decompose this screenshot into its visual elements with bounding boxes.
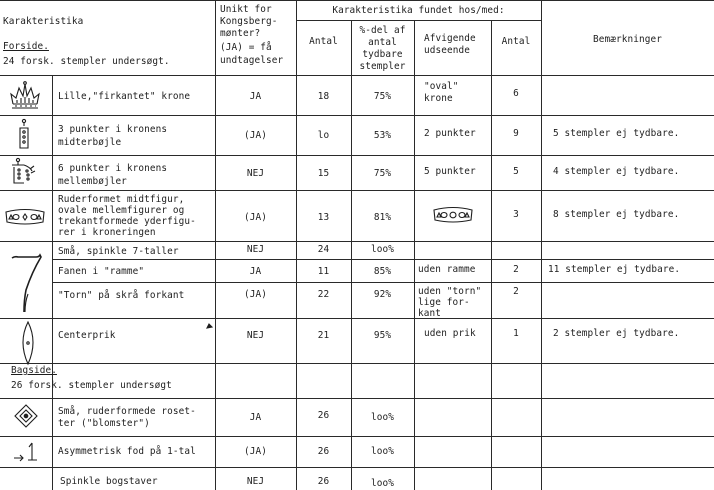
rule-col-remarks: [541, 0, 542, 490]
row-remark: 11 stempler ej tydbare.: [548, 264, 681, 275]
crown-band-icon: [4, 208, 46, 226]
row-desc: Lille,"firkantet" krone: [58, 91, 191, 102]
header-unique-line: Kongsberg-: [220, 16, 278, 27]
row-unique: JA: [249, 412, 262, 423]
row-remark: 5 stempler ej tydbare.: [553, 128, 680, 139]
row-desc: Ruderformet midtfigur,: [58, 194, 185, 205]
header-remarks: Bemærkninger: [593, 34, 662, 45]
header-count: Antal: [309, 36, 338, 47]
header-pct-line: tydbare: [362, 49, 403, 60]
rule-row-2: [0, 155, 714, 156]
row-pct: 75%: [373, 91, 392, 102]
row-deviation: lige for-: [418, 297, 470, 308]
row-deviation: "oval": [424, 81, 459, 92]
row-desc: ovale mellemfigurer og: [58, 205, 185, 216]
row-count: 11: [317, 266, 330, 277]
row-count: 22: [317, 289, 330, 300]
row-deviation: uden "torn": [418, 286, 482, 297]
rule-row-9: [0, 398, 714, 399]
row-count: 26: [317, 446, 330, 457]
rule-row-5: [52, 259, 714, 260]
rule-subheader: [296, 20, 541, 21]
row-count: 18: [317, 91, 330, 102]
rule-row-6: [52, 282, 714, 283]
row-deviation: uden ramme: [418, 264, 476, 275]
rule-row-4: [0, 241, 714, 242]
obverse-subtitle: 24 forsk. stempler undersøgt.: [3, 56, 170, 67]
row-count2: 6: [513, 88, 519, 99]
rule-row-7: [0, 318, 714, 319]
row-desc: Asymmetrisk fod på 1-tal: [58, 446, 196, 457]
header-found: Karakteristika fundet hos/med:: [332, 5, 505, 16]
row-pct: loo%: [371, 478, 394, 489]
row-deviation: uden prik: [424, 328, 476, 339]
header-pct-line: stempler: [359, 61, 406, 72]
rule-col-deviation: [414, 20, 415, 490]
row-count2: 2: [513, 286, 519, 297]
row-deviation: 5 punkter: [424, 166, 476, 177]
row-pct: loo%: [371, 446, 394, 457]
row-deviation: kant: [418, 308, 441, 318]
row-count: lo: [317, 130, 330, 141]
row-deviation: 2 punkter: [424, 128, 476, 139]
row-unique: (JA): [244, 289, 267, 300]
row-desc: Små, ruderformede roset-: [58, 406, 196, 417]
row-desc: Små, spinkle 7-taller: [58, 246, 179, 257]
row-count2: 9: [513, 128, 519, 139]
row-count2: 3: [513, 209, 519, 220]
header-unique-line: undtagelser: [220, 55, 284, 66]
row-desc: midterbøjle: [58, 137, 122, 148]
header-count2: Antal: [501, 36, 531, 47]
deviating-crown-band-icon: [432, 206, 474, 224]
row-unique: NEJ: [246, 244, 265, 255]
row-desc: 6 punkter i kronens: [58, 163, 168, 174]
row-pct: 81%: [373, 212, 392, 223]
rule-row-3: [0, 190, 714, 191]
row-pct: 95%: [373, 330, 392, 341]
row-unique: NEJ: [246, 476, 265, 487]
row-unique: NEJ: [246, 330, 265, 341]
row-remark: 2 stempler ej tydbare.: [553, 328, 680, 339]
row-deviation: krone: [424, 93, 453, 104]
rule-row-8: [0, 363, 714, 364]
row-unique: NEJ: [246, 168, 265, 179]
obverse-title: Forside.: [3, 41, 49, 52]
row-unique: (JA): [244, 446, 267, 457]
row-count: 13: [317, 212, 330, 223]
header-unique-line: (JA) = få: [220, 42, 272, 53]
reverse-title: Bagside.: [11, 365, 57, 376]
ink-mark-icon: [206, 322, 214, 330]
crown-arch-icon: [13, 118, 35, 152]
row-unique: (JA): [244, 130, 267, 141]
row-unique: JA: [249, 91, 262, 102]
row-remark: 4 stempler ej tydbare.: [553, 166, 680, 177]
row-desc: Spinkle bogstaver: [60, 476, 158, 487]
rule-top: [0, 0, 714, 1]
row-unique: (JA): [244, 212, 267, 223]
header-pct-line: antal: [368, 37, 397, 48]
header-unique-line: Unikt for: [220, 4, 272, 15]
rule-row-1: [0, 115, 714, 116]
row-pct: 53%: [373, 130, 392, 141]
seven-figure-icon: [6, 250, 46, 316]
row-desc: rer i kroneringen: [58, 227, 156, 238]
crown-icon: [8, 80, 42, 114]
crown-side-icon: [8, 157, 38, 189]
rule-row-10: [0, 436, 714, 437]
row-desc: ter ("blomster"): [58, 418, 150, 429]
row-pct: loo%: [371, 244, 394, 255]
numeral-one-icon: [12, 440, 42, 466]
row-remark: 8 stempler ej tydbare.: [553, 209, 680, 220]
row-desc: "Torn" på skrå forkant: [58, 290, 185, 301]
row-desc: Fanen i "ramme": [58, 266, 145, 277]
row-count2: 2: [513, 264, 519, 275]
row-pct: 75%: [373, 168, 392, 179]
row-pct: 92%: [373, 289, 392, 300]
reverse-subtitle: 26 forsk. stempler undersøgt: [11, 380, 172, 391]
row-count: 26: [317, 410, 330, 421]
center-dot-lens-icon: [18, 320, 38, 366]
row-count2: 1: [513, 328, 519, 339]
rule-row-11: [0, 467, 714, 468]
row-count: 26: [317, 476, 330, 487]
rule-icon-col: [52, 75, 53, 490]
row-desc: Centerprik: [58, 330, 116, 341]
row-desc: trekantformede yderfigu-: [58, 216, 196, 227]
header-pct-line: %-del af: [359, 25, 406, 36]
row-count2: 5: [513, 166, 519, 177]
header-deviating-line: udseende: [424, 45, 470, 56]
header-characteristic: Karakteristika: [3, 16, 84, 27]
rule-header-bottom: [0, 75, 714, 76]
row-count: 21: [317, 330, 330, 341]
row-count: 24: [317, 244, 330, 255]
row-count: 15: [317, 168, 330, 179]
row-desc: 3 punkter i kronens: [58, 124, 168, 135]
row-pct: loo%: [371, 412, 394, 423]
rosette-icon: [14, 404, 38, 428]
row-desc: mellembøjler: [58, 176, 127, 187]
header-unique-line: mønter?: [220, 28, 261, 39]
row-pct: 85%: [373, 266, 392, 277]
row-unique: JA: [249, 266, 262, 277]
header-deviating-line: Afvigende: [424, 33, 476, 44]
